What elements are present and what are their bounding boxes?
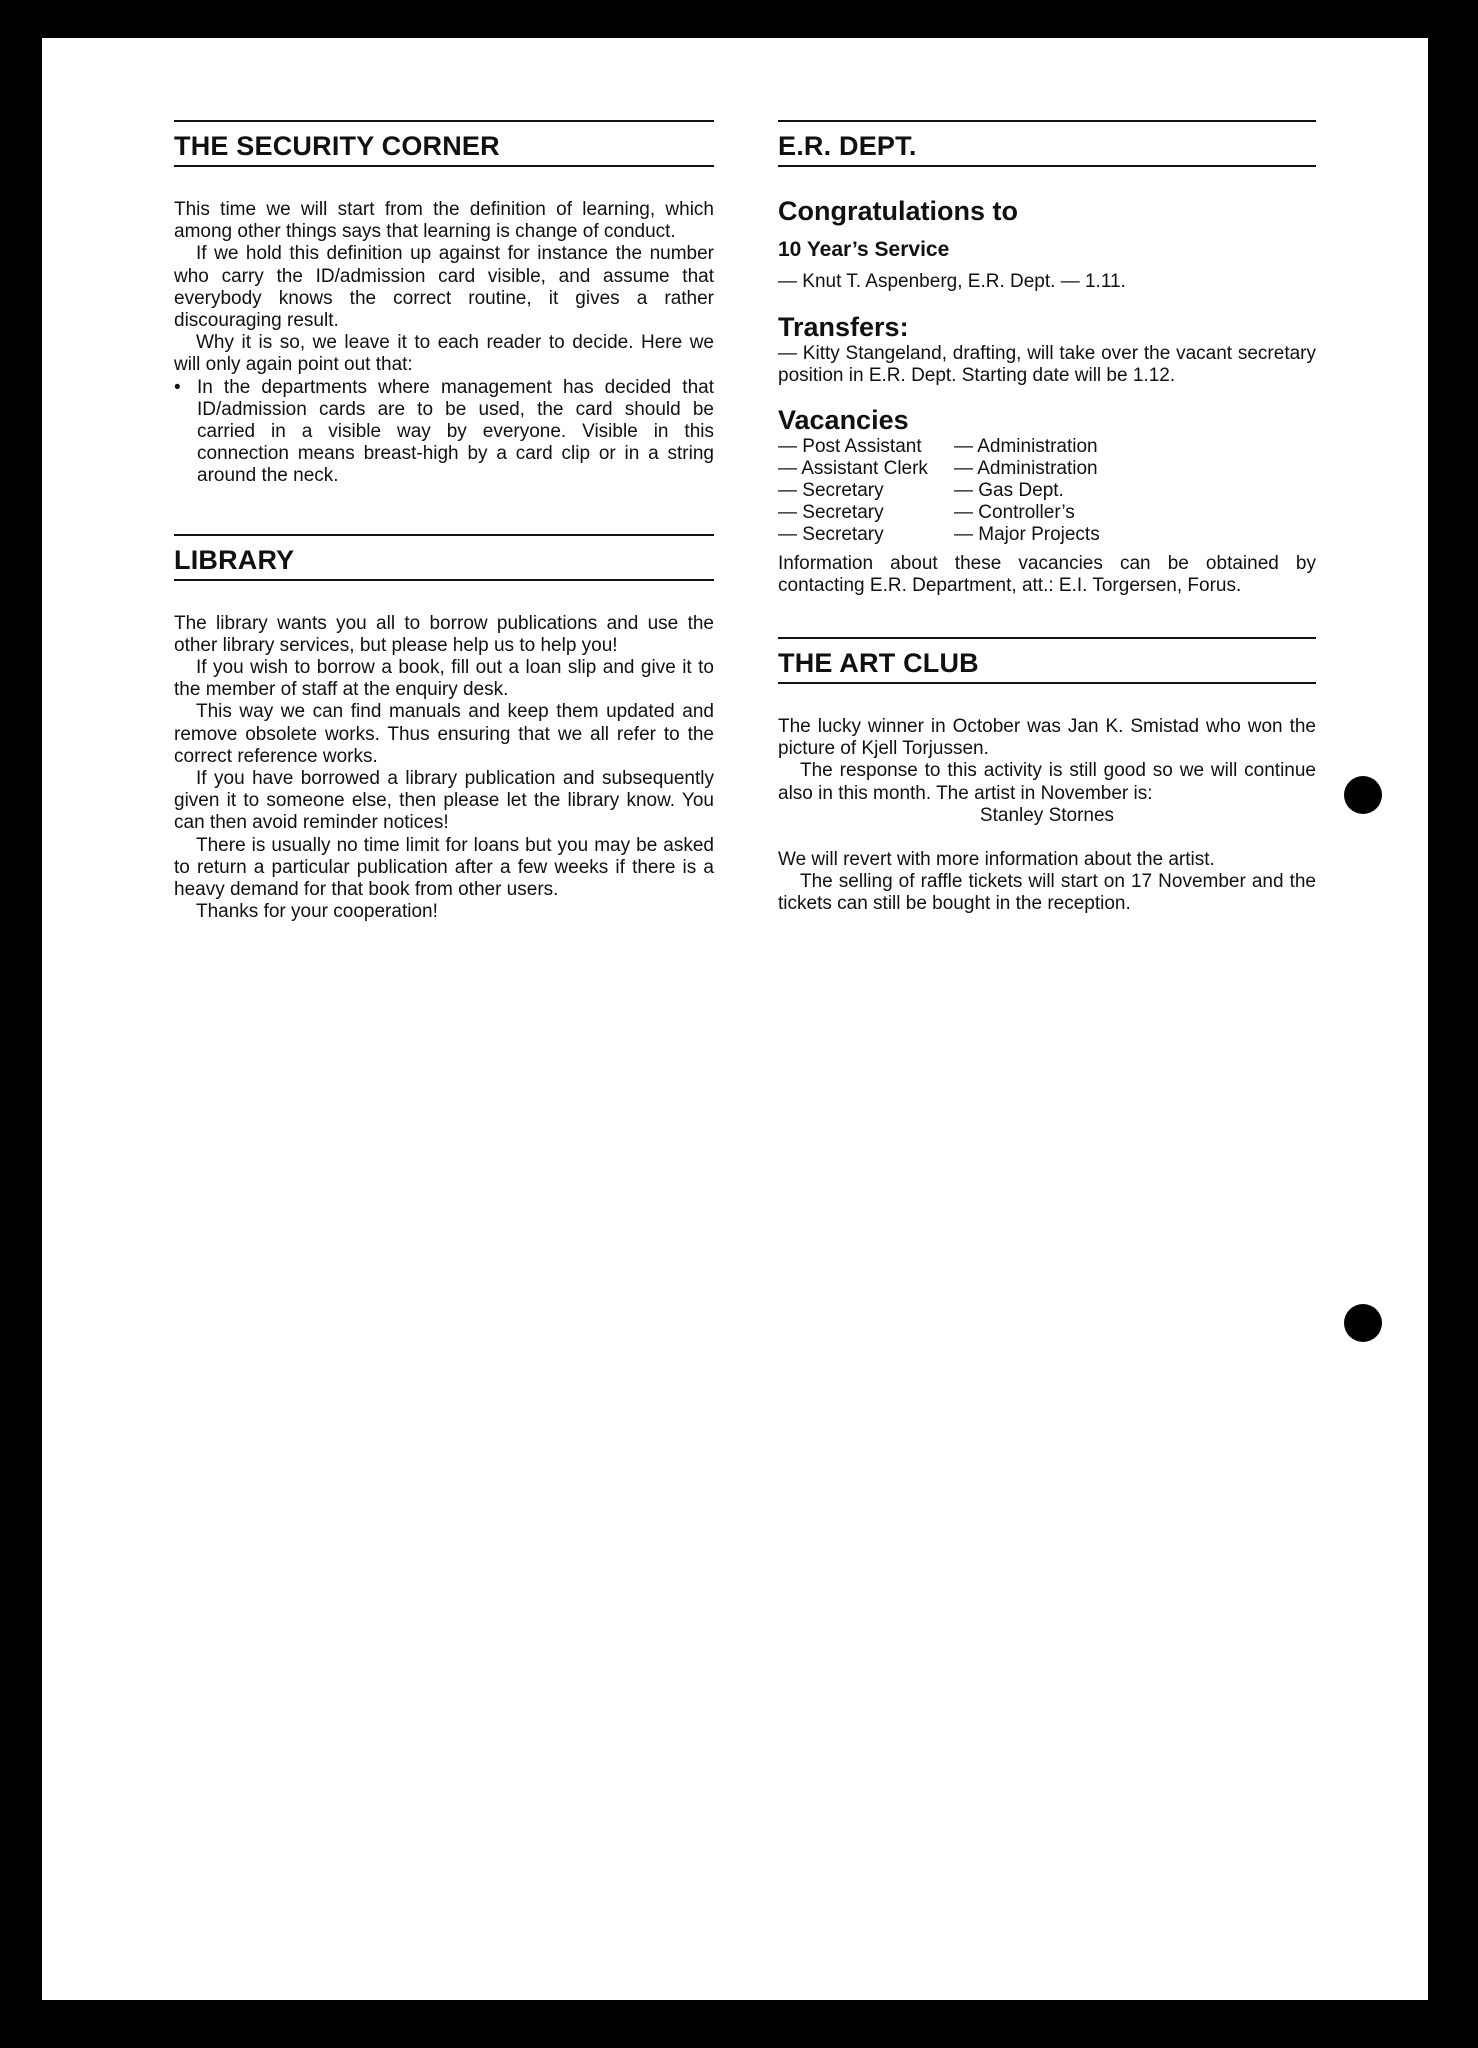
vacancy-department: — Gas Dept. [954, 480, 1064, 502]
vacancy-department: — Administration [954, 457, 1098, 479]
er-dept-section [778, 120, 1316, 597]
transfers-heading: Transfers: [778, 312, 909, 343]
list-item [778, 436, 1100, 458]
art-club-header [778, 637, 1316, 684]
vacancy-department: — Administration [954, 435, 1098, 457]
left-column [174, 120, 714, 923]
punch-hole-bottom [1344, 1304, 1382, 1342]
vacancy-department: — Controller’s [954, 502, 1075, 524]
security-corner-title: THE SECURITY CORNER [174, 131, 500, 161]
artist-name: Stanley Stornes [979, 804, 1115, 826]
art-paragraph-4: The selling of raffle tickets will start on 17 November and the tickets can still be bought in the reception. [778, 871, 1316, 915]
library-paragraph-2: If you wish to borrow a book, fill out a loan slip and give it to the member of staff at the enquiry desk. [174, 657, 714, 701]
list-item [778, 458, 1100, 480]
library-title: LIBRARY [174, 544, 295, 575]
security-paragraph-3: Why it is so, we leave it to each reader to decide. Here we will only again point out that: [174, 332, 714, 376]
security-paragraph-1: This time we will start from the definition of learning, which among other things says that learning is change of conduct. [174, 199, 714, 243]
library-paragraph-6: Thanks for your cooperation! [196, 901, 438, 923]
punch-hole-top [1344, 776, 1382, 814]
vacancies-list [778, 436, 1100, 547]
vacancy-position: — Assistant Clerk [778, 457, 928, 479]
security-corner-header [174, 120, 714, 167]
vacancy-position: — Post Assistant [778, 435, 922, 457]
art-paragraph-2: The response to this activity is still good so we will continue also in this month. The artist in November is: [778, 760, 1316, 804]
transfers-text: — Kitty Stangeland, drafting, will take over the vacant secretary position in E.R. Dept. Starting date will be 1.12. [778, 343, 1316, 387]
vacancies-heading: Vacancies [778, 404, 909, 435]
art-paragraph-1: The lucky winner in October was Jan K. Smistad who won the picture of Kjell Torjussen. [778, 716, 1316, 760]
er-dept-header [778, 120, 1316, 167]
bullet-icon: • [174, 376, 181, 398]
right-column [778, 120, 1316, 916]
art-club-title: THE ART CLUB [778, 648, 979, 679]
library-paragraph-1: The library wants you all to borrow publications and use the other library services, but please help us to help you! [174, 612, 714, 656]
er-dept-title: E.R. DEPT. [778, 131, 917, 161]
library-paragraph-5: There is usually no time limit for loans but you may be asked to return a particular publication after a few weeks if there is a heavy demand for that book from other users. [174, 834, 714, 901]
security-paragraph-2: If we hold this definition up against for instance the number who carry the ID/admission card visible, and assume that everybody knows the correct routine, it gives a rather discouraging result. [174, 243, 714, 332]
vacancy-position: — Secretary [778, 480, 884, 502]
list-item [778, 502, 1100, 524]
library-section [174, 534, 714, 924]
service-item: — Knut T. Aspenberg, E.R. Dept. — 1.11. [778, 271, 1126, 292]
vacancy-department: — Major Projects [954, 524, 1100, 546]
vacancies-info: Information about these vacancies can be obtained by contacting E.R. Department, att.: E.I. Torgersen, Forus. [778, 552, 1316, 596]
library-header [174, 534, 714, 581]
security-bullet-item [174, 377, 714, 488]
art-club-section [778, 637, 1316, 916]
vacancy-position: — Secretary [778, 502, 884, 524]
list-item [778, 480, 1100, 502]
security-corner-section [174, 120, 714, 488]
document-page [42, 38, 1428, 2000]
list-item [778, 524, 1100, 546]
congratulations-heading: Congratulations to [778, 196, 1018, 226]
art-paragraph-3: We will revert with more information about the artist. [778, 849, 1215, 871]
service-heading: 10 Year’s Service [778, 238, 950, 261]
library-paragraph-4: If you have borrowed a library publication and subsequently given it to someone else, then please let the library know. You can then avoid reminder notices! [174, 768, 714, 834]
security-bullet-text: In the departments where management has decided that ID/admission cards are to be used, the card should be carried in a visible way by everyone. Visible in this connection means breast-high by a card clip or in a string around the neck. [197, 376, 714, 487]
library-paragraph-3: This way we can find manuals and keep them updated and remove obsolete works. Thus ensuring that we all refer to the correct reference works. [174, 701, 714, 767]
vacancy-position: — Secretary [778, 524, 884, 546]
